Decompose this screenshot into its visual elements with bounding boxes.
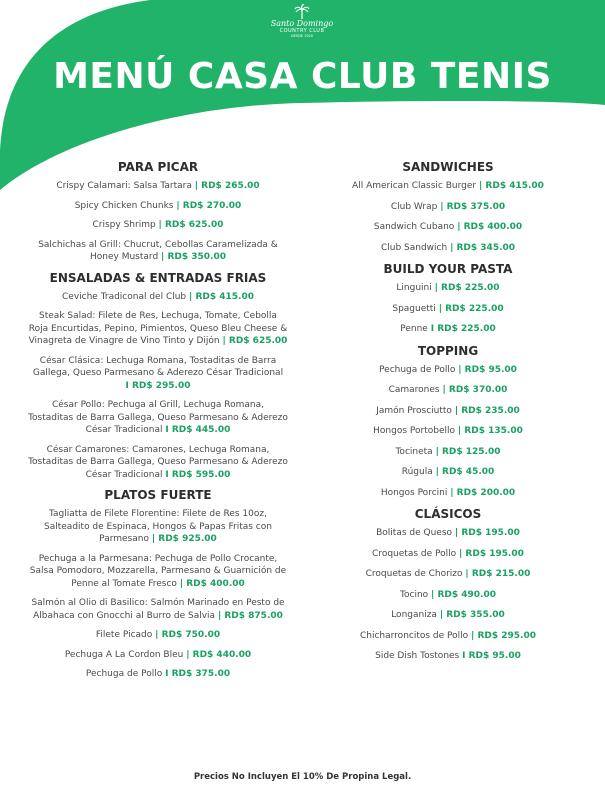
item-price: | RD$ 375.00 [440,201,506,212]
item-name: All American Classic Burger [352,181,477,191]
logo-subtitle: COUNTRY CLUB [279,28,325,34]
section-title: CLÁSICOS [414,507,482,521]
item-name: Salchichas al Grill: Chucrut, Cebollas Caramelizada & Honey Mustard [38,239,278,262]
item-name: Hongos Porcini [380,487,448,498]
item-name: Crispy Calamari: Salsa Tartara [56,181,192,191]
menu-item [318,384,578,397]
item-name: Bolitas de Queso [376,528,453,538]
menu-item [318,650,578,663]
item-price: | RD$ 925.00 [151,534,217,544]
item-price: | RD$ 415.00 [189,291,254,302]
logo-tagline: DESDE 1920 [290,34,314,38]
menu-item [318,405,578,418]
menu-section [28,271,288,482]
menu-item [28,553,288,591]
item-name: Linguini [396,283,432,293]
section-title: PLATOS FUERTE [104,488,212,502]
item-price: | RD$ 195.00 [454,528,520,538]
item-price: | RD$ 125.00 [435,446,501,457]
menu-item [28,310,288,348]
palm-tree-icon [294,4,310,19]
item-name: Tagliatta de Filete Florentine: Filete de Res 10oz, Salteadito de Espinaca, Hongos & Papas Fritas con Parmesano [44,509,272,544]
item-name: Filete Picado [95,630,153,640]
item-name: Camarones [388,385,440,395]
menu-section [318,160,578,254]
menu-item [28,200,288,213]
item-name: Pechuga A La Cordon Bleu [64,649,184,660]
footer-note: Precios No Incluyen El 10% De Propina Legal. [193,772,412,782]
menu-item [318,242,578,255]
menu-item [28,629,288,642]
item-price: | RD$ 225.00 [438,303,504,314]
item-price: | RD$ 270.00 [176,200,242,211]
item-price: | RD$ 625.00 [222,336,288,346]
item-price: | RD$ 235.00 [454,405,520,416]
item-price: | RD$ 45.00 [435,467,495,477]
item-name: Sandwich Cubano [373,222,455,232]
item-price: | RD$ 355.00 [439,610,505,620]
menu-item [318,589,578,602]
section-title: BUILD YOUR PASTA [383,262,513,276]
item-price: | RD$ 490.00 [431,589,496,600]
item-name: Pechuga de Pollo [379,364,456,375]
menu-item [318,487,578,500]
section-title: TOPPING [417,343,479,358]
item-price: | RD$ 875.00 [217,610,283,621]
menu-item [28,668,288,681]
menu-section [28,160,288,264]
item-name: Steak Salad: Filete de Res, Lechuga, Tomate, Cebolla Roja Encurtidas, Pepino, Pimientos, Queso Bleu Cheese & Vinagreta de Vinagre de Vino Tinto y Dijón [28,311,288,346]
item-price: | RD$ 95.00 [458,364,517,375]
page-title: MENÚ CASA CLUB TENIS [53,56,552,97]
menu-item [318,548,578,561]
item-price: | RD$ 415.00 [479,181,544,191]
item-price: I RD$ 595.00 [165,469,231,480]
menu-item [28,291,288,304]
item-price: I RD$ 95.00 [462,651,521,661]
menu-section [318,344,578,500]
country-club-logo [262,4,342,38]
item-name: Longaniza [391,610,437,620]
item-name: Tocineta [395,446,433,457]
menu-item [318,364,578,377]
item-price: | RD$ 350.00 [161,252,226,262]
item-name: Club Sandwich [380,242,448,253]
item-price: | RD$ 225.00 [434,283,500,293]
item-name: Croquetas de Chorizo [365,569,463,579]
menu-item [28,239,288,264]
menu-item [318,425,578,438]
item-name: Ceviche Tradiconal del Club [62,291,187,302]
item-name: Spaguetti [392,303,436,314]
menu-item [318,303,578,316]
menu-item [318,466,578,479]
menu-item [318,282,578,295]
menu-item [318,609,578,622]
item-price: | RD$ 200.00 [450,487,516,498]
item-name: Penne [400,324,428,334]
menu-item [28,597,288,622]
item-price: | RD$ 195.00 [459,548,524,559]
menu-item [318,568,578,581]
item-price: I RD$ 295.00 [125,380,191,391]
menu-section [318,507,578,663]
item-price: | RD$ 265.00 [194,181,260,191]
menu-item [318,180,578,193]
item-name: Tocino [400,589,429,600]
section-title: SANDWICHES [402,160,494,174]
item-name: Salmón al Olio di Basilico: Salmón Marinado en Pesto de Albahaca con Gnocchi al Burro de Salvia [31,598,285,621]
left-menu-column [28,160,288,688]
item-name: Jamón Prosciutto [376,405,452,416]
item-name: Pechuga de Pollo [85,669,163,679]
item-price: | RD$ 400.00 [179,578,245,589]
item-name: César Camarones: Camarones, Lechuga Romana, Tostaditas de Barra Gallega, Queso Parmesano & Aderezo César Tradicional [28,444,288,480]
menu-item [318,323,578,336]
item-price: | RD$ 295.00 [471,630,536,641]
item-name: Spicy Chicken Chunks [74,200,174,211]
menu-item [28,508,288,546]
item-name: Rúgula [401,467,433,477]
menu-item [28,355,288,393]
menu-section [28,488,288,681]
section-title: PARA PICAR [117,160,199,174]
item-price: | RD$ 370.00 [442,385,508,395]
item-price: I RD$ 445.00 [165,425,231,435]
item-price: | RD$ 215.00 [465,569,531,579]
item-name: Croquetas de Pollo [372,548,457,559]
item-price: | RD$ 345.00 [450,242,516,253]
item-name: Pechuga a la Parmesana: Pechuga de Pollo Crocante, Salsa Pomodoro, Mozzarella, Parmesano & Guarnición de Penne al Tomate Fresco [29,553,287,589]
menu-item [28,219,288,232]
menu-item [28,180,288,193]
menu-item [318,221,578,234]
menu-item [318,446,578,459]
menu-item [28,649,288,662]
logo-script: Santo Domingo [270,19,334,28]
item-name: César Pollo: Pechuga al Grill, Lechuga Romana, Tostaditas de Barra Gallega, Queso Parmesano & Aderezo César Tradicional [28,400,288,435]
item-name: Chicharroncitos de Pollo [359,630,469,641]
item-name: Side Dish Tostones [375,651,460,661]
item-price: | RD$ 625.00 [158,220,224,230]
item-price: | RD$ 750.00 [155,630,221,640]
menu-item [318,527,578,540]
item-price: | RD$ 440.00 [186,649,252,660]
menu-item [318,630,578,643]
section-title: ENSALADAS & ENTRADAS FRIAS [49,270,267,285]
item-name: Club Wrap [390,201,438,212]
item-price: | RD$ 400.00 [457,222,523,232]
menu-item [318,201,578,214]
menu-item [28,399,288,437]
item-price: I RD$ 225.00 [430,324,496,334]
item-name: Hongos Portobello [373,426,456,436]
item-name: Crispy Shrimp [92,220,156,230]
item-name: César Clásica: Lechuga Romana, Tostaditas de Barra Gallega, Queso Parmesano & Aderezo César Tradicional [32,355,284,378]
menu-section [318,262,578,336]
menu-item [28,444,288,482]
right-menu-column [318,160,578,671]
item-price: I RD$ 375.00 [165,669,231,679]
item-price: | RD$ 135.00 [457,426,523,436]
